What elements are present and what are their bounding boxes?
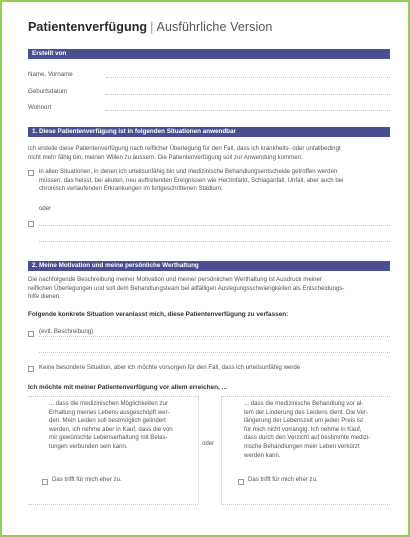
section1-intro-line: nicht mehr fähig bin, meinen Willen zu äussern. Die Patientenverfügung soll zur Anwendung kommen:	[28, 153, 303, 161]
left-column-divider	[198, 396, 199, 504]
title-main: Patientenverfügung	[28, 20, 148, 34]
left-column-top-border	[28, 396, 198, 397]
field-line-residence[interactable]	[106, 110, 390, 111]
situation-description-checkbox[interactable]	[28, 331, 34, 337]
goal-heading: Ich möchte mit meiner Patientenverfügung vor allem erreichen, ...	[28, 384, 227, 391]
field-label-birthdate: Geburtsdatum	[28, 88, 68, 95]
field-label-residence: Wohnort	[28, 104, 52, 111]
right-column-top-border	[221, 396, 390, 397]
option-custom-line-2[interactable]	[39, 241, 390, 242]
right-applies-checkbox[interactable]	[238, 479, 244, 485]
section2-intro-line: hilfe dienen.	[28, 293, 61, 301]
right-option-text	[244, 400, 390, 460]
situation-prompt: Folgende konkrete Situation veranlasst mich, diese Patientenverfügung zu verfassen:	[28, 311, 289, 318]
section2-bar: 2. Meine Motivation und meine persönliche Werthaltung	[28, 261, 390, 271]
situation-description-label: (evtl. Beschreibung)	[39, 328, 94, 335]
situation-line-1[interactable]	[39, 336, 390, 337]
right-option-line: dass durch den Verzicht auf bestimmte medizi-	[244, 434, 371, 442]
title-separator: |	[150, 20, 154, 34]
field-line-birthdate[interactable]	[106, 94, 390, 95]
option-line: müssen, das heisst, bei akuten, neu auftretenden Ereignissen wie Herzinfarkt, Schlaganfall, Unfall, aber auch bei	[39, 176, 344, 184]
right-option-line: ... dass die medizinische Behandlung vor al-	[244, 400, 364, 407]
option-all-situations-text	[39, 168, 390, 194]
section1-bar: 1. Diese Patientenverfügung ist in folgenden Situationen anwendbar	[28, 127, 390, 137]
right-column-divider	[221, 396, 222, 504]
left-option-line: Erhaltung meines Lebens ausgeschöpft wer-	[49, 408, 170, 416]
right-option-line: lem der Linderung des Leidens dient. Die Ver-	[244, 408, 368, 416]
right-applies-label: Das trifft für mich eher zu.	[248, 476, 318, 483]
columns-or: oder	[202, 440, 215, 447]
option-custom-checkbox[interactable]	[28, 221, 34, 227]
no-situation-checkbox[interactable]	[28, 366, 34, 372]
section2-intro-line: reiflichen Überlegungen und soll dem Behandlungsteam bei allfälligen Auslegungsschwierigkeiten als Entscheidungs-	[28, 284, 345, 292]
field-line-name[interactable]	[106, 77, 390, 78]
right-column-bottom-border	[221, 504, 390, 505]
left-option-line: ... dass die medizinischen Möglichkeiten zur	[49, 400, 168, 407]
left-applies-checkbox[interactable]	[42, 479, 48, 485]
section1-intro	[28, 145, 390, 162]
right-option-line: für mich nicht vorrangig. Ich nehme in Kauf,	[244, 425, 362, 433]
field-label-name: Name, Vorname	[28, 71, 73, 78]
page-title	[28, 20, 272, 34]
left-option-line: werden, ich nehme aber in Kauf, dass die von	[49, 425, 173, 433]
left-option-line: den. Mein Leiden soll bestmöglich gelindert	[49, 417, 166, 425]
situation-line-2[interactable]	[39, 352, 390, 353]
right-option-line: nische Behandlungen mein Leben verkürzt	[244, 442, 360, 450]
option-all-situations-checkbox[interactable]	[28, 170, 34, 176]
creator-bar: Erstellt von	[28, 49, 390, 59]
option-custom-line-1[interactable]	[39, 225, 390, 226]
section2-intro	[28, 276, 390, 302]
left-option-line: mir gewünschte Lebenserhaltung mit Belas-	[49, 434, 168, 442]
option-line: in allen Situationen, in denen ich urteilsunfähig bin und medizinische Behandlungsentscheide getroffen werden	[39, 168, 338, 175]
left-option-line: tungen verbunden sein kann.	[49, 442, 128, 450]
section2-intro-line: Die nachfolgende Beschreibung meiner Motivation und meiner persönlichen Werthaltung ist Ausdruck meiner	[28, 276, 322, 283]
no-situation-text: Keine besondere Situation, aber ich möchte vorsorgen für den Fall, dass ich urteilsunfähig werde	[39, 364, 301, 371]
right-option-line: werden kann.	[244, 451, 281, 459]
left-option-text	[49, 400, 196, 452]
left-applies-label: Das trifft für mich eher zu.	[52, 476, 122, 483]
left-column-bottom-border	[28, 504, 198, 505]
right-option-line: längerung der Lebenszeit um jeden Preis ist	[244, 417, 363, 425]
section1-or: oder	[39, 205, 52, 212]
option-line: chronisch verlaufenden Erkrankungen im fortgeschrittenen Stadium;	[39, 185, 223, 193]
title-subtitle: Ausführliche Version	[156, 20, 273, 34]
section1-intro-line: Ich erstelle diese Patientenverfügung nach reiflicher Überlegung für den Fall, dass ich krankheits- oder unfallbedingt	[28, 145, 341, 152]
